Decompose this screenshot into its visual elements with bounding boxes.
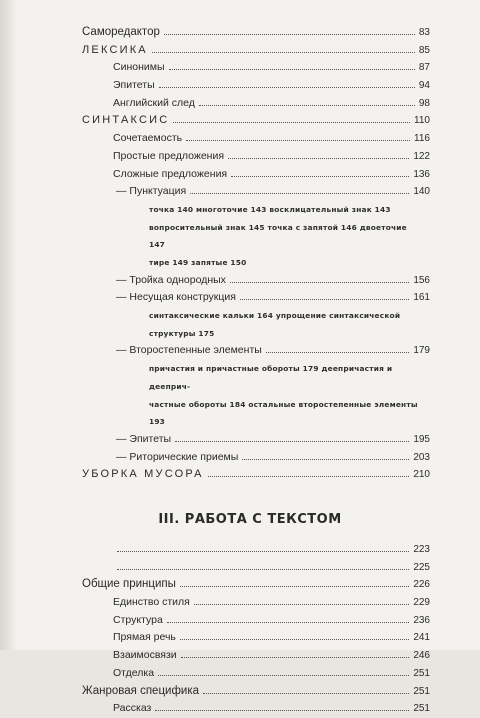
toc-entry-page-number: 203 (413, 451, 430, 463)
toc-entry-title: УБОРКА МУСОРА (82, 468, 204, 481)
subtopic-line: тире 149 запятые 150 (149, 257, 247, 267)
toc-entry (0, 683, 480, 701)
toc-entry-page-number: 246 (413, 650, 430, 662)
toc-group-part3 (0, 541, 480, 718)
toc-entry (0, 559, 480, 577)
dot-leader (117, 551, 409, 552)
toc-entry (0, 272, 480, 290)
toc-entry (0, 594, 480, 612)
toc-entry-page-number: 94 (418, 80, 430, 92)
dot-leader (180, 586, 409, 587)
toc-entry-title: Единство стиля (113, 596, 190, 609)
toc-subtopics-secondary (0, 360, 480, 431)
toc-entry-page-number: 179 (413, 345, 430, 357)
toc-entry-page-number: 210 (413, 469, 430, 481)
dot-leader (203, 693, 409, 694)
subtopic-line: вопросительный знак 145 точка с запятой 146 двоеточие 147 (149, 222, 407, 250)
toc-entry-title: Общие принципы (82, 578, 176, 591)
subtopic-line: синтаксические кальки 164 упрощение синтаксической (149, 311, 401, 321)
dot-leader (181, 657, 410, 658)
toc-entry-page-number: 236 (413, 614, 430, 626)
toc-entry-title: — Риторические приемы (116, 450, 239, 463)
toc-group-cleanup (0, 431, 480, 484)
toc-entry-title: Жанровая специфика (82, 684, 200, 697)
toc-entry (0, 431, 480, 449)
toc-entry (0, 342, 480, 360)
toc-entry-page-number: 110 (414, 115, 430, 127)
toc-entry-page-number: 251 (413, 667, 430, 679)
toc-entry-page-number: 140 (413, 186, 430, 198)
dot-leader (180, 639, 409, 640)
toc-subtopics-construction (0, 307, 480, 342)
dot-leader (208, 476, 410, 477)
toc-entry-title: Сложные предложения (113, 167, 228, 180)
toc-entry (0, 77, 480, 95)
toc-group-secondary (0, 342, 480, 360)
toc-entry-title: — Второстепенные элементы (116, 344, 262, 357)
toc-entry-title: Сочетаемость (113, 132, 183, 145)
dot-leader (155, 710, 409, 711)
toc-entry (0, 541, 480, 559)
subtopic-line: причастия и причастные обороты 179 деепричастия и дееприч- (149, 364, 393, 391)
toc-entry-page-number: 161 (413, 292, 430, 304)
toc-subtopics-punctuation (0, 201, 480, 272)
toc-entry (0, 466, 480, 484)
toc-entry-title: Прямая речь (113, 631, 176, 644)
dot-leader (240, 299, 409, 300)
dot-leader (186, 140, 410, 141)
toc-entry (0, 130, 480, 148)
dot-leader (152, 52, 415, 53)
toc-group-lexics-syntax (0, 24, 480, 201)
subtopic-line: частные обороты 184 остальные второстепенные элементы 193 (149, 399, 418, 427)
toc-entry-page-number: 251 (413, 685, 430, 697)
toc-entry-page-number: 98 (418, 97, 430, 109)
toc-entry (0, 289, 480, 307)
toc-entry-page-number: 229 (413, 597, 430, 609)
toc-entry-title: — Тройка однородных (116, 273, 226, 286)
toc-entry-page-number: 136 (413, 168, 430, 180)
dot-leader (231, 176, 409, 177)
toc-entry-page-number: 122 (413, 150, 430, 162)
dot-leader (164, 34, 415, 35)
toc-entry (0, 665, 480, 683)
dot-leader (190, 193, 409, 194)
toc-entry-page-number: 251 (413, 703, 430, 715)
subtopic-line: структуры 175 (149, 328, 215, 338)
toc-entry-page-number: 85 (418, 44, 430, 56)
toc-entry-title: ЛЕКСИКА (82, 43, 148, 56)
dot-leader (117, 569, 409, 570)
toc-entry (0, 112, 480, 130)
toc-entry (0, 700, 480, 718)
toc-entry-title: Отделка (113, 666, 155, 679)
dot-leader (159, 87, 415, 88)
toc-entry (0, 183, 480, 201)
toc-entry-title: Синонимы (113, 61, 165, 74)
toc-entry-title: Простые предложения (113, 149, 225, 162)
dot-leader (266, 352, 410, 353)
toc-entry-title: Структура (113, 613, 163, 626)
dot-leader (173, 122, 410, 123)
toc-entry-page-number: 156 (413, 274, 430, 286)
dot-leader (230, 282, 409, 283)
toc-entry (0, 576, 480, 594)
toc-entry-page-number: 241 (413, 632, 430, 644)
toc-entry-page-number: 195 (413, 433, 430, 445)
toc-entry (0, 59, 480, 77)
subtopic-line: точка 140 многоточие 143 восклицательный знак 143 (149, 204, 391, 214)
toc-entry-title: СИНТАКСИС (82, 114, 170, 127)
toc-entry-page-number: 83 (418, 27, 430, 38)
table-of-contents (0, 24, 480, 718)
dot-leader (167, 622, 409, 623)
toc-entry (0, 24, 480, 42)
toc-entry (0, 95, 480, 113)
toc-entry-page-number: 225 (413, 561, 430, 573)
toc-entry-title: Рассказ (113, 702, 152, 715)
toc-entry-title: — Пунктуация (116, 185, 187, 198)
toc-entry-title: Взаимосвязи (113, 649, 177, 662)
dot-leader (194, 604, 410, 605)
dot-leader (242, 459, 409, 460)
dot-leader (175, 441, 409, 442)
toc-entry (0, 612, 480, 630)
toc-entry (0, 166, 480, 184)
toc-entry-page-number: 226 (413, 579, 430, 591)
toc-entry-title: — Несущая конструкция (116, 291, 236, 304)
toc-entry-title: Эпитеты (113, 79, 155, 92)
toc-entry (0, 148, 480, 166)
toc-group-construction (0, 272, 480, 307)
dot-leader (169, 69, 415, 70)
dot-leader (199, 105, 415, 106)
toc-entry-title: Саморедактор (82, 26, 160, 38)
section-heading: III. РАБОТА С ТЕКСТОМ (158, 512, 342, 528)
toc-entry (0, 629, 480, 647)
toc-entry-title: — Эпитеты (116, 432, 172, 445)
toc-entry (0, 449, 480, 467)
toc-entry-page-number: 116 (414, 133, 430, 145)
toc-entry (0, 42, 480, 60)
toc-entry-page-number: 87 (418, 62, 430, 74)
dot-leader (158, 675, 409, 676)
dot-leader (228, 158, 409, 159)
toc-entry-page-number: 223 (413, 544, 430, 556)
toc-entry-title: Английский след (113, 96, 195, 109)
